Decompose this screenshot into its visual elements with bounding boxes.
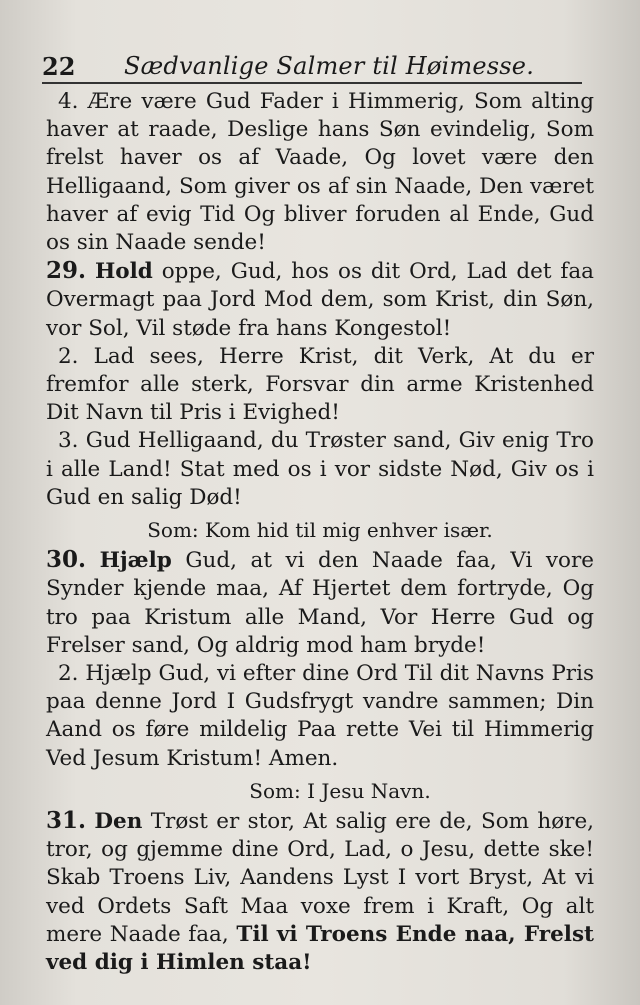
hymn-29-verse-2: 2. Lad sees, Herre Krist, dit Verk, At du er fremfor alle sterk, Forsvar din arme Kristenhed Dit Navn til Pris i Evighed! [46,343,594,426]
hymn-number: 30. [46,546,87,574]
page-header [42,50,582,84]
hymn-first-word: Hjælp [99,548,172,574]
melody-note: Som: Kom hid til mig enhver især. [147,518,493,543]
hymn-29-verse-3: 3. Gud Helligaand, du Trøster sand, Giv enig Tro i alle Land! Stat med os i vor sidste Nød, Giv os i Gud en salig Død! [46,428,594,510]
verse-text: oppe, Gud, hos os dit Ord, Lad det faa Overmagt paa Jord Mod dem, som Krist, din Søn, vor Sol, Vil støde fra hans Kongestol! [46,259,594,341]
hymn-28-verse-4: 4. Ære være Gud Fader i Himmerig, Som alting haver at raade, Deslige hans Søn evindelig, Som frelst haver os af Vaade, Og lovet være den Helligaand, Som giver os af sin Naade, Den været haver af evig Tid Og bliver foruden al Ende, Gud os sin Naade sende! [46,89,594,256]
hymn-29-verse-1 [46,257,594,343]
verse-text-bold: Til vi Troens Ende naa, Frelst ved dig i Himlen staa! [46,921,594,976]
hymn-number: 29. [46,257,87,285]
running-title: Sædvanlige Salmer til Høimesse. [124,52,535,80]
hymn-31-verse-1 [46,807,594,977]
verse-text: Gud, at vi den Naade faa, Vi vore Synder kjende maa, Af Hjertet dem fortryde, Og tro paa Kristum alle Mand, Vor Herre Gud og Frelser sand, Og aldrig mod ham bryde! [46,548,594,658]
melody-note: Som: I Jesu Navn. [249,778,431,803]
hymn-first-word: Hold [94,259,153,285]
hymn-30-verse-1 [46,546,594,660]
verse-text: Trøst er stor, At salig ere de, Som høre, tror, og gjemme dine Ord, Lad, o Jesu, dette ske! Skab Troens Liv, Aandens Lyst I vort Bryst, At vi ved Ordets Saft Maa voxe frem i Kraft, Og alt mere Naade faa, [46,809,594,947]
hymn-text [46,88,594,977]
hymn-first-word: Den [94,809,143,835]
page-number: 22 [42,52,76,81]
hymn-number: 31. [46,807,87,835]
hymn-30-verse-2: 2. Hjælp Gud, vi efter dine Ord Til dit Navns Pris paa denne Jord I Gudsfrygt vandre sammen; Din Aand os føre mildelig Paa rette Vei til Himmerig Ved Jesum Kristum! Amen. [46,661,594,771]
